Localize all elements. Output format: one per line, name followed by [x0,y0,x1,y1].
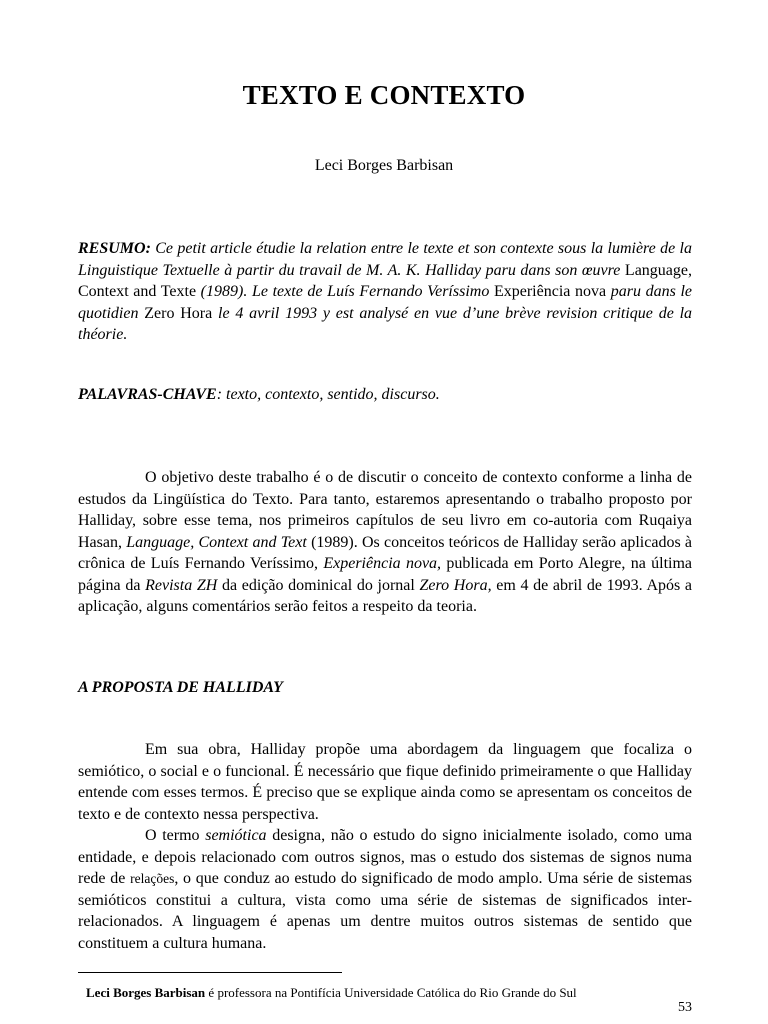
intro-chronicle-title: Experiência nova, [323,555,442,572]
abstract-text: Ce petit article étudie la relation entre le texte et son contexte sous la lumière de la Linguistique Textuelle à partir du travail de M. A. K. Halliday paru dans son œuvre [78,240,692,279]
body-text: , o que conduz ao estudo do significado de modo amplo. Uma série de sistemas semióticos constitui a cultura, vista como uma série de sistemas de significados inter-relacionados. A linguagem é apenas um dentre muitos outros sistemas de sentido que constituem a cultura humana. [78,870,693,952]
intro-book-title: Language, Context and Text [126,533,307,551]
abstract-work-title: Language, Context and Texte [78,261,692,300]
intro-text: publicada em Porto Alegre, na última página da [78,555,693,594]
section-heading: A PROPOSTA DE HALLIDAY [78,679,283,696]
intro-text: em 4 de abril de 1993. Após a aplicação, alguns comentários serão feitos a respeito da teoria. [78,576,693,615]
abstract-newspaper-name: Zero Hora [144,304,213,322]
body-text: relações [130,871,175,886]
abstract-text: le 4 avril 1993 y est analysé en vue d’une brève revision critique de la théorie. [78,304,693,343]
intro-text: O objetivo deste trabalho é o de discutir o conceito de contexto conforme a linha de estudos da Lingüística do Texto. Para tanto, estaremos apresentando o trabalho proposto por Halliday, sobre esse tema, nos primeiros capítulos de seu livro em co-autoria com Ruqaiya Hasan, [78,469,692,551]
author-name: Leci Borges Barbisan [314,157,454,174]
abstract-chronicle-title: Experiência nova [493,283,607,300]
section-body [78,739,692,954]
intro-newspaper-name: Zero Hora, [419,576,492,594]
abstract [78,238,692,346]
body-paragraph: Em sua obra, Halliday propõe uma abordagem da linguagem que focaliza o semiótico, o social e o funcional. É necessário que fique definido primeiramente o que Halliday entende com esses termos. É preciso que se explique ainda como se apresentam os conceitos de texto e de contexto nessa perspectiva. [78,741,692,823]
intro-magazine-name: Revista ZH [145,576,218,594]
keywords-label: PALAVRAS-CHAVE [78,386,217,403]
body-text: O termo [145,827,206,844]
footnote-text: é professora na Pontifícia Universidade Católica do Rio Grande do Sul [205,985,577,1000]
page-title: TEXTO E CONTEXTO [242,80,526,110]
abstract-label: RESUMO: [78,240,151,257]
keywords [78,384,692,406]
body-text: designa, não o estudo do signo inicialmente isolado, como uma entidade, e depois relacionado com outros signos, mas o estudo dos sistemas de signos numa rede de [78,827,693,887]
intro-text: (1989). Os conceitos teóricos de Halliday serão aplicados à crônica de Luís Fernando Veríssimo, [78,533,693,572]
page-number: 53 [678,1000,692,1015]
body-paragraph [78,825,692,954]
footnote-author: Leci Borges Barbisan [86,985,206,1000]
intro-paragraph [78,467,692,618]
abstract-text: paru dans le quotidien [78,283,693,322]
intro-text: da edição dominical do jornal [217,576,420,594]
footnote [86,985,577,1001]
body-term-semiotica: semiótica [205,827,267,844]
abstract-text: (1989). Le texte de Luís Fernando Veríssimo [196,283,494,300]
keywords-list: : texto, contexto, sentido, discurso. [216,386,440,403]
footnote-rule [78,972,342,973]
